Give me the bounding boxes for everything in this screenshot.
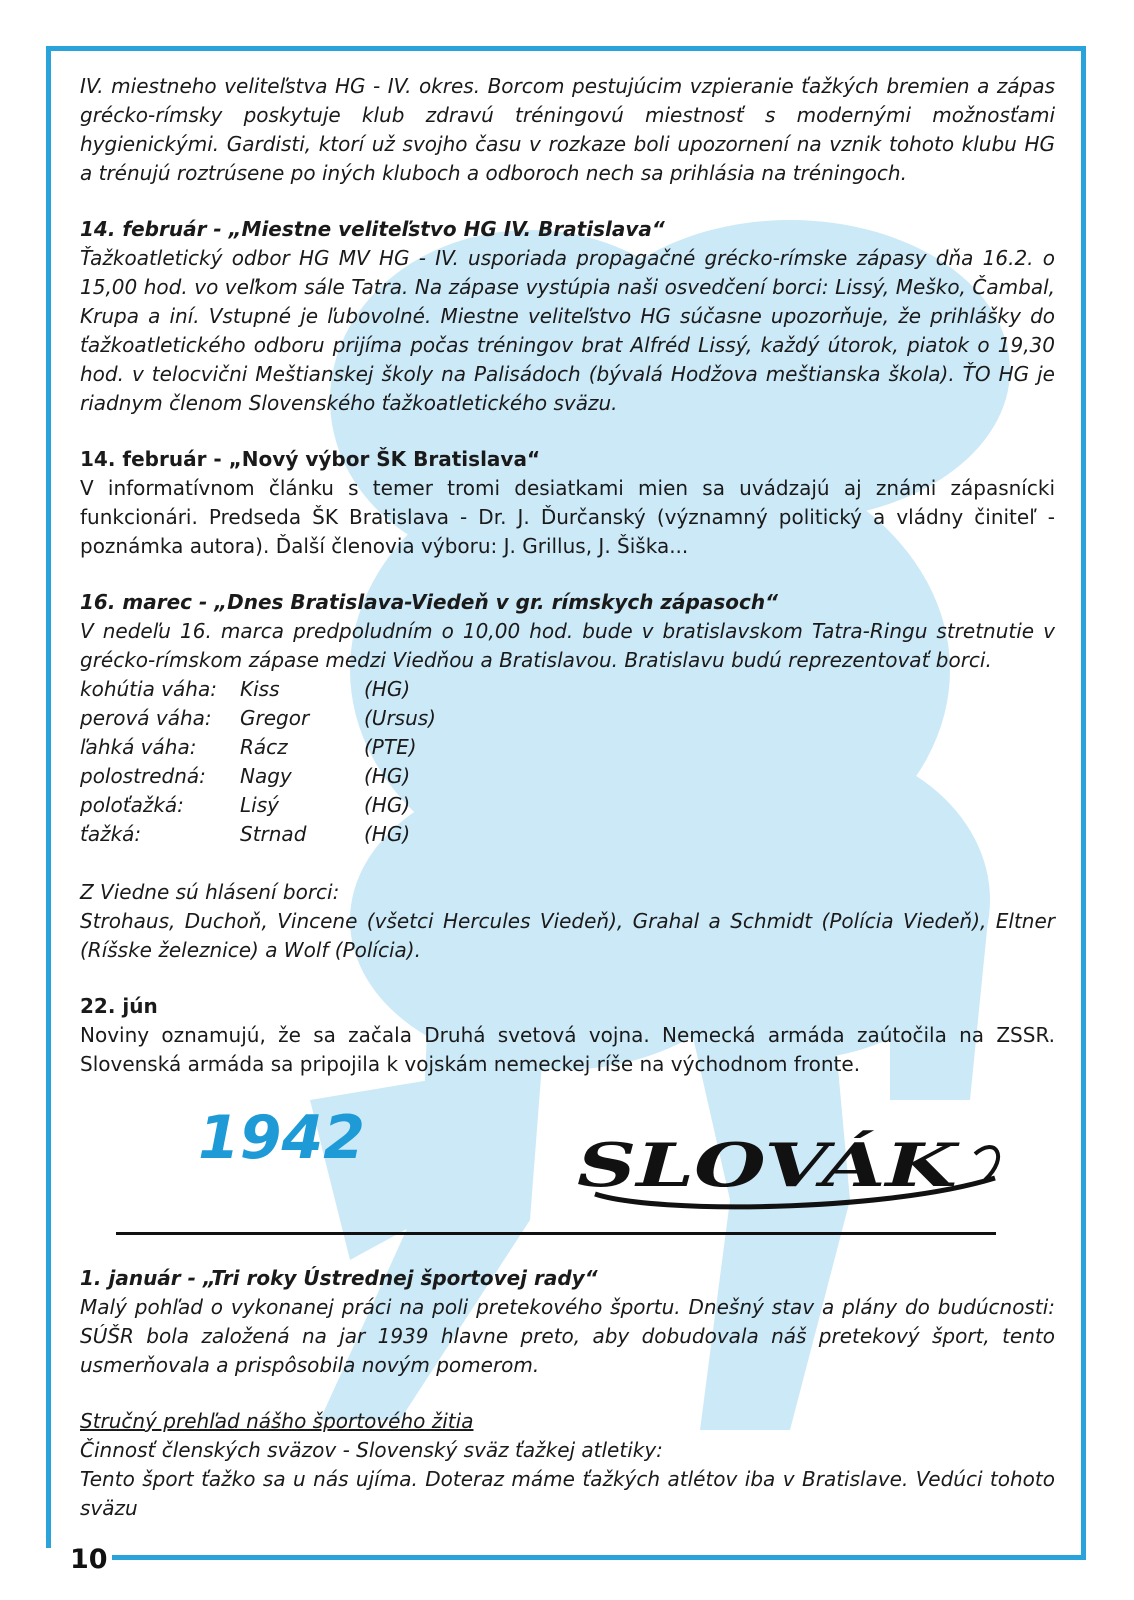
entry-overview bbox=[80, 1407, 1055, 1523]
entry-heading: 14. február - „Miestne veliteľstvo HG IV. Bratislava“ bbox=[80, 217, 665, 241]
wrestler-club: (HG) bbox=[364, 793, 411, 817]
entry-text: Malý pohľad o vykonanej práci na poli pretekového športu. Dnešný stav a plány do budúcnosti: SÚŠR bola založená na jar 1939 hlavne preto, aby dobudovala náš pretekový šport, tento usmerňovala a prispôsobila novým pomerom. bbox=[80, 1295, 1055, 1377]
entry-14-feb-sk bbox=[80, 445, 1055, 561]
wrestler-club: (PTE) bbox=[364, 735, 417, 759]
overview-subtitle: Stručný prehľad nášho športového žitia bbox=[80, 1409, 474, 1433]
entry-text: Noviny oznamujú, že sa začala Druhá svetová vojna. Nemecká armáda zaútočila na ZSSR. Slovenská armáda sa pripojila k vojskám nemeckej ríše na východnom fronte. bbox=[80, 1023, 1055, 1076]
entry-heading: 1. január - „Tri roky Ústrednej športovej rady“ bbox=[80, 1266, 598, 1290]
entry-16-marec bbox=[80, 588, 1055, 965]
wrestler-name: Kiss bbox=[240, 677, 280, 701]
weight-class: kohútia váha: bbox=[80, 677, 217, 701]
wrestler-club: (HG) bbox=[364, 764, 411, 788]
weight-row bbox=[80, 675, 1055, 704]
page-number: 10 bbox=[70, 1544, 108, 1575]
entry-text: V nedeľu 16. marca predpoludním o 10,00 hod. bude v bratislavskom Tatra-Ringu stretnutie v grécko-rímskom zápase medzi Viedňou a Bratislavou. Bratislavu budú reprezentovať borci. bbox=[80, 619, 1055, 672]
entry-heading: 16. marec - „Dnes Bratislava-Viedeň v gr. rímskych zápasoch“ bbox=[80, 590, 778, 614]
entry-14-feb-hg bbox=[80, 215, 1055, 418]
wrestler-name: Lisý bbox=[240, 793, 279, 817]
entry-heading: 22. jún bbox=[80, 994, 158, 1018]
wrestler-club: (HG) bbox=[364, 677, 411, 701]
entry-text: Ťažkoatletický odbor HG MV HG - IV. usporiada propagačné grécko-rímske zápasy dňa 16.2. o 15,00 hod. vo veľkom sále Tatra. Na zápase vystúpia naši osvedčení borci: Lissý, Meško, Čambal, Krupa a iní. Vstupné je ľubovolné. Miestne veliteľstvo HG súčasne upozorňuje, že prihlášky do ťažkoatletického odboru prijíma počas tréningov brat Alfréd Lissý, každý útorok, piatok o 19,30 hod. v telocvični Meštianskej školy na Palisádoch (bývalá Hodžova meštianska škola). ŤO HG je riadnym členom Slovenského ťažkoatletického sväzu. bbox=[80, 246, 1055, 415]
vienna-text: Strohaus, Duchoň, Vincene (všetci Hercules Viedeň), Grahal a Schmidt (Polícia Viedeň), Eltner (Ríšske železnice) a Wolf (Polícia). bbox=[80, 909, 1055, 962]
weight-class: ľahká váha: bbox=[80, 735, 197, 759]
logo-text: SLOVÁK bbox=[577, 1131, 855, 1201]
wrestler-club: (HG) bbox=[364, 822, 411, 846]
entry-text: V informatívnom článku s temer tromi desiatkami mien sa uvádzajú aj známi zápasnícki funkcionári. Predseda ŠK Bratislava - Dr. J. Ďurčanský (významný politický a vládny činiteľ - poznámka autora). Ďalší členovia výboru: J. Grillus, J. Šiška... bbox=[80, 476, 1055, 558]
vienna-intro: Z Viedne sú hlásení borci: bbox=[80, 880, 340, 904]
wrestler-name: Nagy bbox=[240, 764, 292, 788]
wrestler-club: (Ursus) bbox=[364, 706, 436, 730]
entry-heading: 14. február - „Nový výbor ŠK Bratislava“ bbox=[80, 447, 541, 471]
overview-line: Tento šport ťažko sa u nás ujíma. Doteraz máme ťažkých atlétov iba v Bratislave. Vedúci tohoto sväzu bbox=[80, 1467, 1055, 1520]
weight-class: polostredná: bbox=[80, 764, 206, 788]
weight-row bbox=[80, 704, 1055, 733]
year-section-header bbox=[80, 1102, 1055, 1240]
weight-class: ťažká: bbox=[80, 822, 142, 846]
weight-class: poloťažká: bbox=[80, 793, 184, 817]
intro-block bbox=[80, 72, 1055, 188]
wrestler-name: Rácz bbox=[240, 735, 288, 759]
intro-text: IV. miestneho veliteľstva HG - IV. okres. Borcom pestujúcim vzpieranie ťažkých bremien a zápas grécko-rímsky poskytuje klub zdravú tréningovú miestnosť s modernými možnosťami hygienickými. Gardisti, ktorí už svojho času v rozkaze boli upozornení na vznik tohoto klubu HG a trénujú roztrúsene po iných kluboch a odboroch nech sa prihlásia na tréningoch. bbox=[80, 74, 1055, 185]
wrestler-name: Gregor bbox=[240, 706, 310, 730]
page-content bbox=[80, 72, 1055, 1550]
weight-class: perová váha: bbox=[80, 706, 212, 730]
wrestler-name: Strnad bbox=[240, 822, 307, 846]
weight-class-list bbox=[80, 675, 1055, 849]
weight-row bbox=[80, 762, 1055, 791]
slovak-newspaper-logo bbox=[565, 1116, 1010, 1216]
section-divider bbox=[116, 1232, 996, 1235]
weight-row bbox=[80, 791, 1055, 820]
weight-row bbox=[80, 733, 1055, 762]
entry-22-jun bbox=[80, 992, 1055, 1079]
entry-1-januar bbox=[80, 1264, 1055, 1380]
overview-line: Činnosť členských sväzov - Slovenský sväz ťažkej atletiky: bbox=[80, 1438, 663, 1462]
weight-row bbox=[80, 820, 1055, 849]
year-label: 1942 bbox=[198, 1103, 365, 1173]
